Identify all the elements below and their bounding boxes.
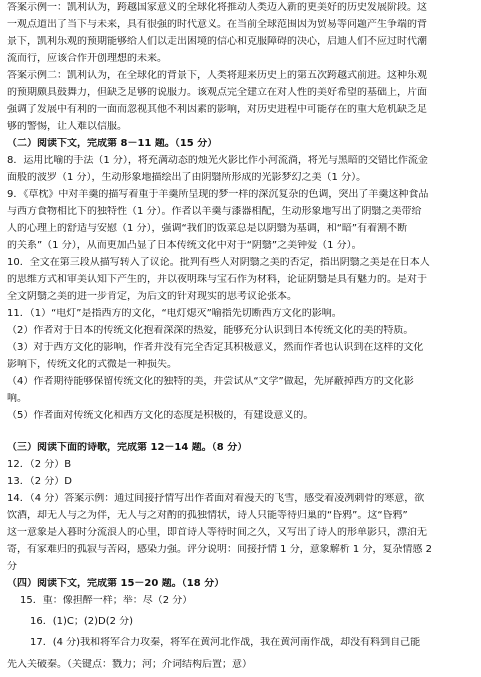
- text-line: 景下，凯利乐观的预期能够给人们以走出困境的信心和克服障碍的决心，启迪人们不应过时代潮: [7, 36, 427, 47]
- text-line: 13．（2 分）D: [7, 476, 72, 487]
- text-line: （2）作者对于日本的传统文化抱着深深的热爱，能够充分认识到日本传统文化的美的特质。: [7, 325, 414, 336]
- text-line: 全文阴翳之美的进一步肯定，为后文的针对现实的思考议论张本。: [7, 291, 297, 302]
- text-line: 的关系”（1 分），从而更加凸显了日本传统文化中对于“阴翳”之美钟爱（1 分）。: [7, 240, 362, 251]
- text-line: 饮酒，却无人与之为伴，无人与之对酌的孤独情状，诗人只能等待归巢的“昏鸦”。这“昏鸦”: [7, 510, 408, 521]
- text-line: 分: [7, 561, 17, 572]
- text-line: 面般的波罗（1 分），生动形象地描绘出了由阴翳所形成的光影梦幻之美（1 分）。: [7, 172, 367, 183]
- text-line: 17．(4 分)我和将军合力攻秦，将军在黄河北作战，我在黄河南作战，却没有料到自己能: [30, 637, 421, 648]
- text-line: 14．（4 分）答案示例：通过间接抒情写出作者面对着漫天的飞雪，感受着凌冽刺骨的寒意，欲: [7, 493, 425, 504]
- section-heading: （四）阅读下文，完成第 15－20 题。（18 分）: [7, 578, 225, 589]
- text-line: 12．（2 分）B: [7, 459, 72, 470]
- text-line: 人的心理上的舒适与安慰（1 分），强调“我们的饭菜总是以阴翳为基调，和“暗”有着割不断: [7, 223, 408, 234]
- text-line: 的预期颇具鼓舞力，但缺乏足够的说服力。该观点完全建立在对人性的美好希望的基础上，片面: [7, 87, 427, 98]
- text-line: 9．《草枕》中对羊羹的描写着重于羊羹所呈现的梦一样的深沉复杂的色调，突出了羊羹这种食品: [7, 189, 429, 200]
- text-line: 响。: [7, 393, 27, 404]
- text-line: （3）对于西方文化的影响，作者并没有完全否定其积极意义，然而作者也认识到在这样的文化: [7, 342, 424, 353]
- section-heading: （三）阅读下面的诗歌，完成第 12－14 题。（8 分）: [7, 442, 248, 453]
- text-line: 答案示例二：凯利认为，在全球化的背景下，人类将迎来历史上的第五次跨越式前进。这种乐观: [7, 70, 427, 81]
- text-line: 寄，有家难归的孤寂与苦闷，感染力强。评分说明：间接抒情 1 分，意象解析 1 分，复杂情感 2: [7, 544, 432, 555]
- text-line: 这一意象是入暮时分流浪人的心里，即首诗人等待时间之久，又写出了诗人的形单影只，漂泊无: [7, 527, 427, 538]
- text-line: 的思维方式和审美认知下产生的，并以夜明珠与宝石作为材料，论证阴翳是具有魅力的。是对于: [7, 274, 427, 285]
- text-line: 影响下，传统文化的式微是一种损失。: [7, 359, 177, 370]
- text-line: 流而行，应该合作开创理想的未来。: [7, 53, 167, 64]
- text-line: 先入关破秦。（关键点：戮力；河；介词结构后置；意）: [7, 659, 252, 670]
- text-line: （4）作者期待能够保留传统文化的独特的美，并尝试从“文学”做起，先屏蔽掉西方的文化影: [7, 376, 414, 387]
- text-line: 8．运用比喻的手法（1 分），将充满动态的烛光火影比作小河流淌，将光与黑暗的交错比作流金: [7, 155, 428, 166]
- section-heading: （二）阅读下文，完成第 8－11 题。（15 分）: [7, 138, 218, 149]
- text-line: 够的警惕，让人难以信服。: [7, 121, 127, 132]
- text-line: 一观点道出了当下与未来，具有很强的时代意义。在当前全球范围因为贸易等问题产生争端的背: [7, 19, 427, 30]
- text-line: 10．全文在第三段从描写转入了议论。批判有些人对阴翳之美的否定，指出阴翳之美是在日本人: [7, 257, 430, 268]
- text-line: 强调了发展中有利的一面而忽视其他不利因素的影响，对历史进程中可能存在的重大危机缺乏足: [7, 104, 427, 115]
- text-line: 与西方食物相比下的独特性（1 分）。作者以羊羹与漆器相配，生动形象地写出了阴翳之美带给: [7, 206, 422, 217]
- text-line: 答案示例一：凯利认为，跨越国家意义的全球化将推动人类迈入新的更美好的历史发展阶段。这: [7, 2, 427, 13]
- text-line: 15．重：像担醉一样；举：尽（2 分）: [20, 595, 193, 606]
- text-line: 11．（1）“电灯”是指西方的文化，“电灯熄灭”喻指先切断西方文化的影响。: [7, 308, 342, 319]
- text-line: （5）作者面对传统文化和西方文化的态度是积极的，有建设意义的。: [7, 410, 314, 421]
- text-line: 16．(1)C；(2)D(2 分): [30, 616, 134, 627]
